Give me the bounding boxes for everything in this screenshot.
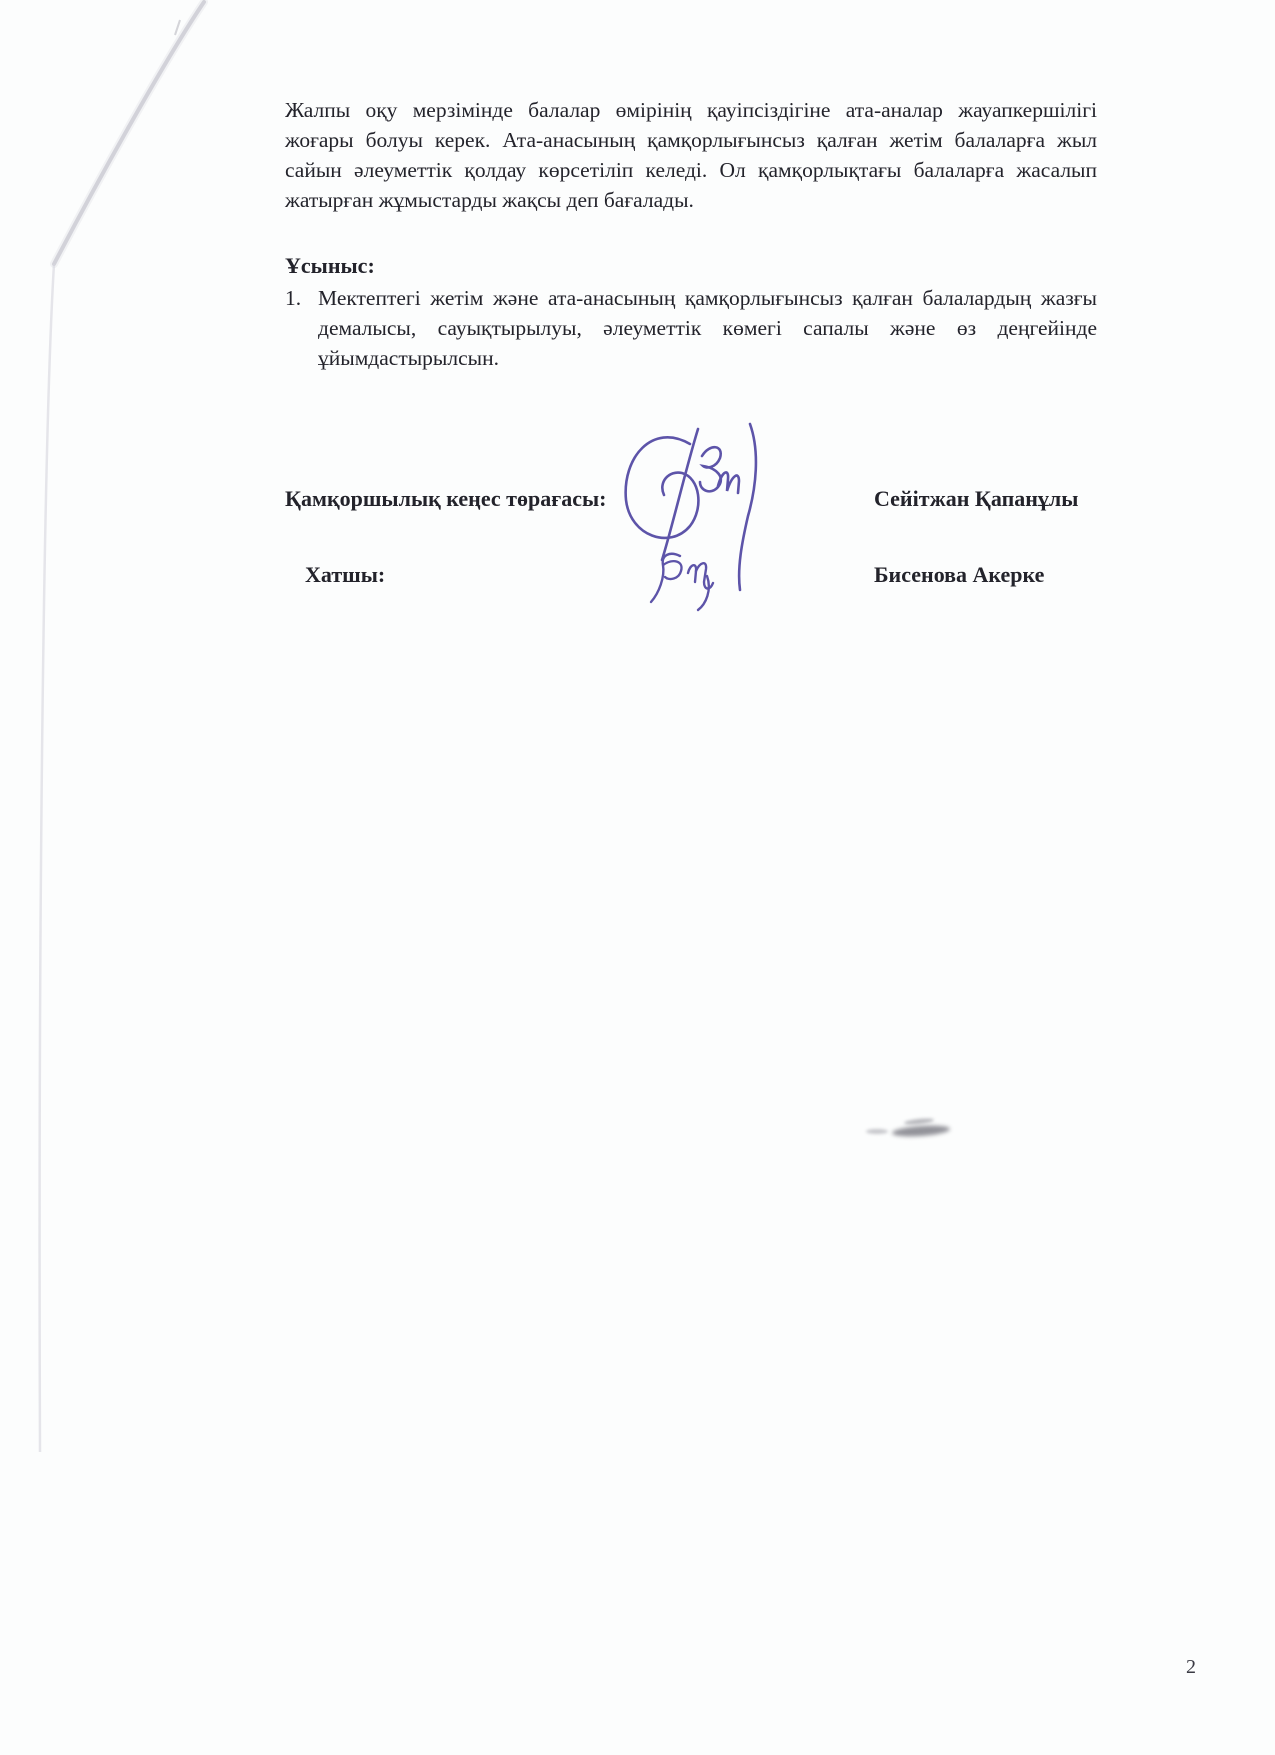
chairman-name: Сейітжан Қапанұлы	[874, 486, 1079, 511]
list-item-marker: 1.	[285, 286, 302, 310]
chairman-signature-label: Қамқоршылық кеңес төрағасы:	[285, 486, 607, 511]
document-body	[285, 95, 1097, 373]
chairman-signature-ink	[610, 416, 762, 594]
secretary-signature-ink	[644, 546, 724, 616]
secretary-signature-label: Хатшы:	[305, 562, 386, 587]
proposal-heading: Ұсыныс:	[285, 253, 375, 278]
proposal-list-item	[285, 283, 1097, 373]
secretary-name: Бисенова Акерке	[874, 562, 1045, 587]
list-item-text: Мектептегі жетім және ата-анасының қамқорлығынсыз қалған балалардың жазғы демалысы, сауықтырылуы, әлеуметтік көмегі сапалы және өз деңгейінде ұйымдастырылсын.	[318, 286, 1097, 370]
paragraph: Жалпы оқу мерзімінде балалар өмірінің қауіпсіздігіне ата-аналар жауапкершілігі жоғары болуы керек. Ата-анасының қамқорлығынсыз қалған жетім балаларға жыл сайын әлеуметтік қолдау көрсетіліп келеді. Ол қамқорлықтағы балаларға жасалып жатырған жұмыстарды жақсы деп бағалады.	[285, 98, 1097, 212]
page-number: 2	[1186, 1656, 1196, 1678]
smudge-mark	[866, 1118, 952, 1144]
